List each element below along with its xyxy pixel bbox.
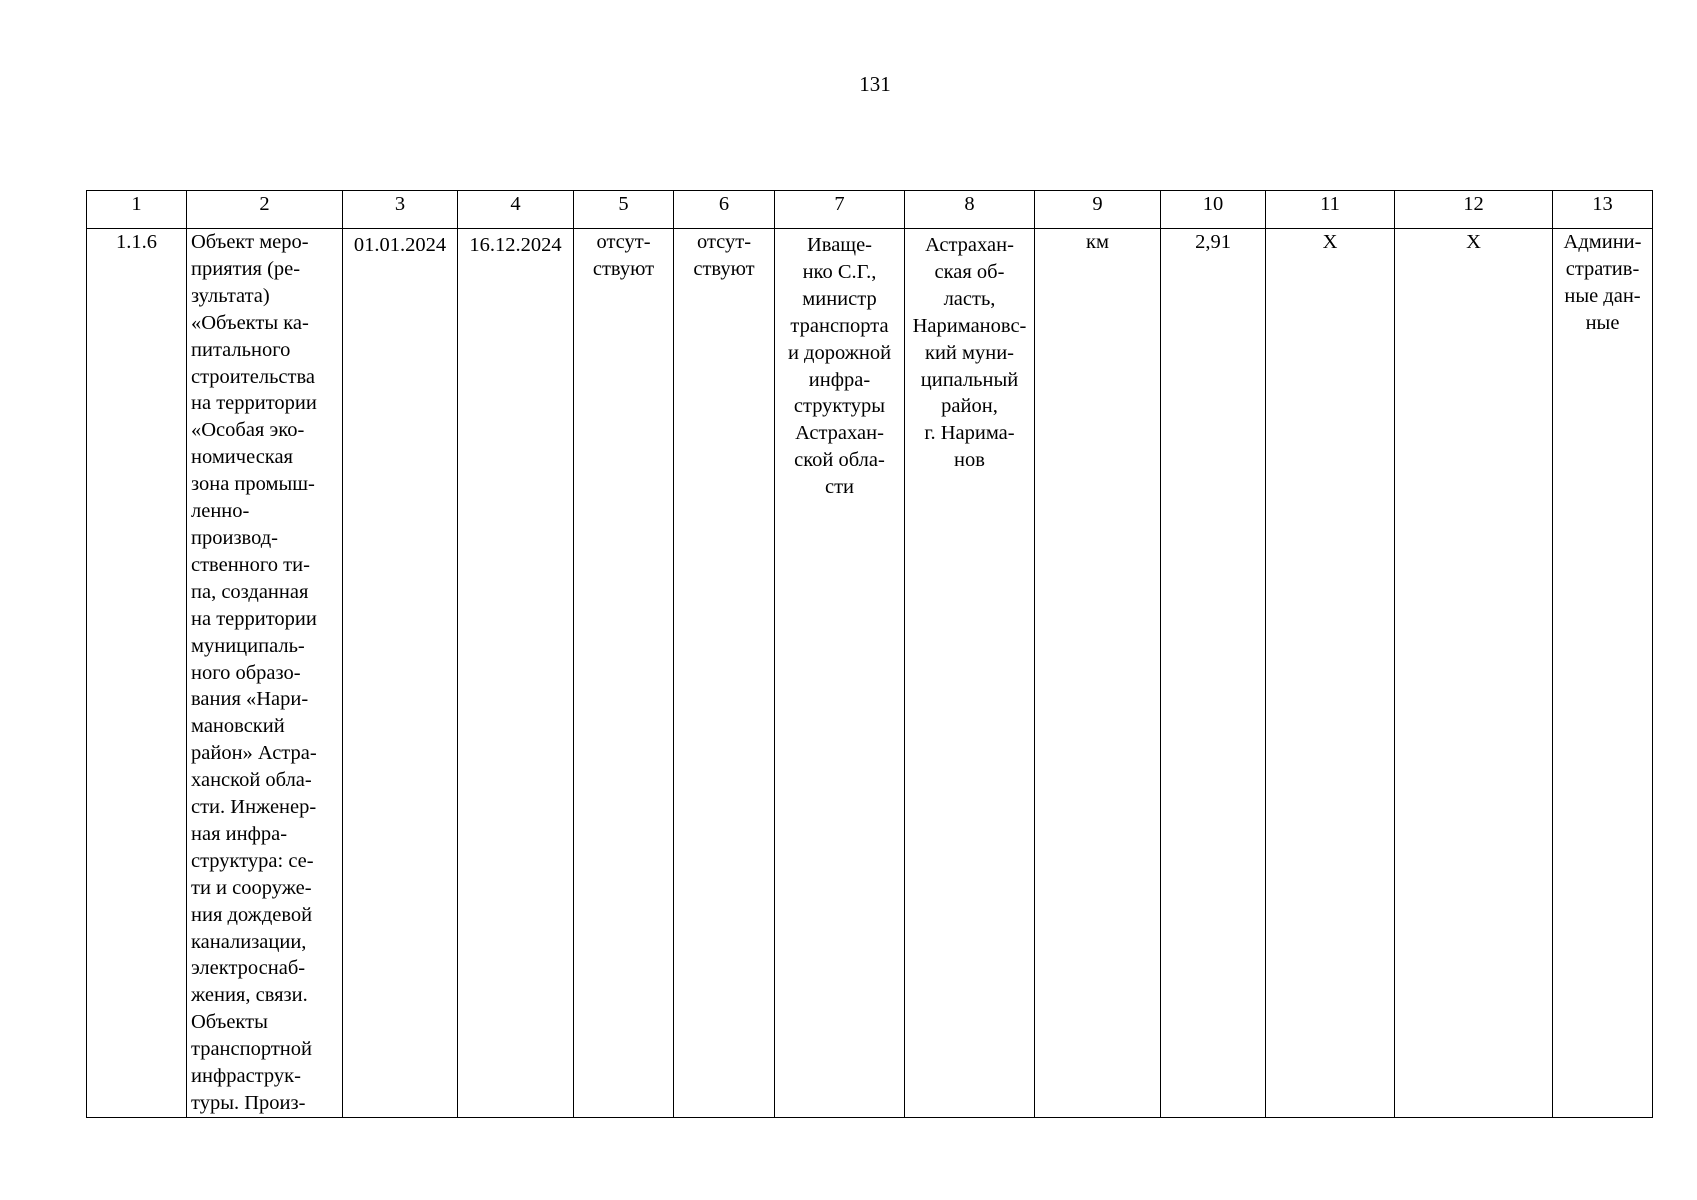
cell-line: Объект меро- [191,231,309,253]
cell-line: ханской обла- [191,769,312,792]
cell-line: питального [191,338,291,361]
cell-line: ская об- [934,260,1005,283]
value-cell: 2,91 [1161,229,1266,1118]
cell-line: ласть, [943,287,996,310]
cell-line: Астрахан- [925,234,1014,256]
cell-line: район» Астра- [191,742,317,765]
cell-line: зультата) [191,284,270,307]
cell-line: ципальный [920,368,1019,391]
cell-line: ствуют [693,257,755,280]
cell-line: отсут- [596,231,651,253]
col11-cell: Х [1266,229,1395,1118]
cell-line: электроснаб- [191,957,306,980]
cell-line: номическая [191,446,293,469]
col12-cell: Х [1395,229,1553,1118]
cell-line: ного образо- [191,661,301,684]
source-cell [1553,229,1653,1118]
column-header: 4 [458,191,574,229]
cell-line: канализации, [191,930,307,953]
cell-line: производ- [191,526,278,549]
cell-line: ния дождевой [191,903,313,926]
cell-line: ная инфра- [191,822,288,845]
location-cell [905,229,1035,1118]
cell-line: строительства [191,365,315,388]
col5-cell [574,229,674,1118]
table-row [87,229,1653,1118]
cell-line: транспортной [191,1038,312,1061]
column-header: 6 [674,191,775,229]
col6-cell [674,229,775,1118]
cell-line: туры. Произ- [191,1092,306,1114]
cell-line: ствуют [592,257,655,280]
results-table [86,190,1653,1118]
cell-line: зона промыш- [191,473,315,496]
column-header: 10 [1161,191,1266,229]
cell-line: жения, связи. [191,984,308,1007]
column-header: 2 [187,191,343,229]
column-header: 11 [1266,191,1395,229]
column-number-row [87,191,1653,229]
cell-line: вания «Нари- [191,688,309,711]
column-header: 7 [775,191,905,229]
cell-line: район, [941,395,998,418]
responsible-cell [775,229,905,1118]
column-header: 13 [1553,191,1653,229]
row-number-cell: 1.1.6 [87,229,187,1118]
cell-line: Иваще- [806,234,873,256]
cell-line: приятия (ре- [191,257,301,280]
cell-line: сти [824,476,855,499]
cell-line: Админи- [1563,231,1642,253]
cell-line: инфраструк- [191,1065,301,1088]
cell-line: Астрахан- [795,422,884,445]
column-header: 5 [574,191,674,229]
cell-line: нов [954,449,985,472]
end-date-cell: 16.12.2024 [458,229,574,1118]
object-name-cell [187,229,343,1118]
cell-line: кий муни- [924,341,1015,364]
cell-line: ти и сооруже- [191,876,312,899]
cell-line: министр [802,287,877,310]
cell-line: ленно- [191,500,250,523]
cell-line: транспорта [790,314,889,337]
cell-line: сти. Инженер- [191,796,317,819]
cell-line: «Объекты ка- [191,311,309,334]
cell-line: структура: се- [191,849,314,872]
cell-line: и дорожной [787,341,892,364]
cell-line: г. Нарима- [924,422,1015,445]
column-header: 12 [1395,191,1553,229]
cell-line: структуры [793,395,886,418]
column-header: 3 [343,191,458,229]
unit-cell: км [1035,229,1161,1118]
column-header: 9 [1035,191,1161,229]
cell-line: стратив- [1565,257,1640,280]
cell-line: мановский [191,715,285,738]
column-header: 1 [87,191,187,229]
cell-line: Объекты [191,1011,268,1034]
cell-line: инфра- [808,368,871,391]
start-date-cell: 01.01.2024 [343,229,458,1118]
cell-line: муниципаль- [191,634,305,657]
cell-line: отсут- [696,231,752,253]
cell-line: на территории [191,607,317,630]
cell-line: «Особая эко- [191,419,305,442]
cell-line: на территории [191,392,317,415]
cell-line: ные дан- [1564,284,1641,307]
cell-line: ственного ти- [191,553,310,576]
column-header: 8 [905,191,1035,229]
cell-line: па, созданная [191,580,309,603]
cell-line: нко С.Г., [802,260,877,283]
cell-line: ской обла- [794,449,885,472]
cell-line: Наримановс- [912,314,1027,337]
cell-line: ные [1585,311,1620,334]
page-number: 131 [859,72,891,96]
